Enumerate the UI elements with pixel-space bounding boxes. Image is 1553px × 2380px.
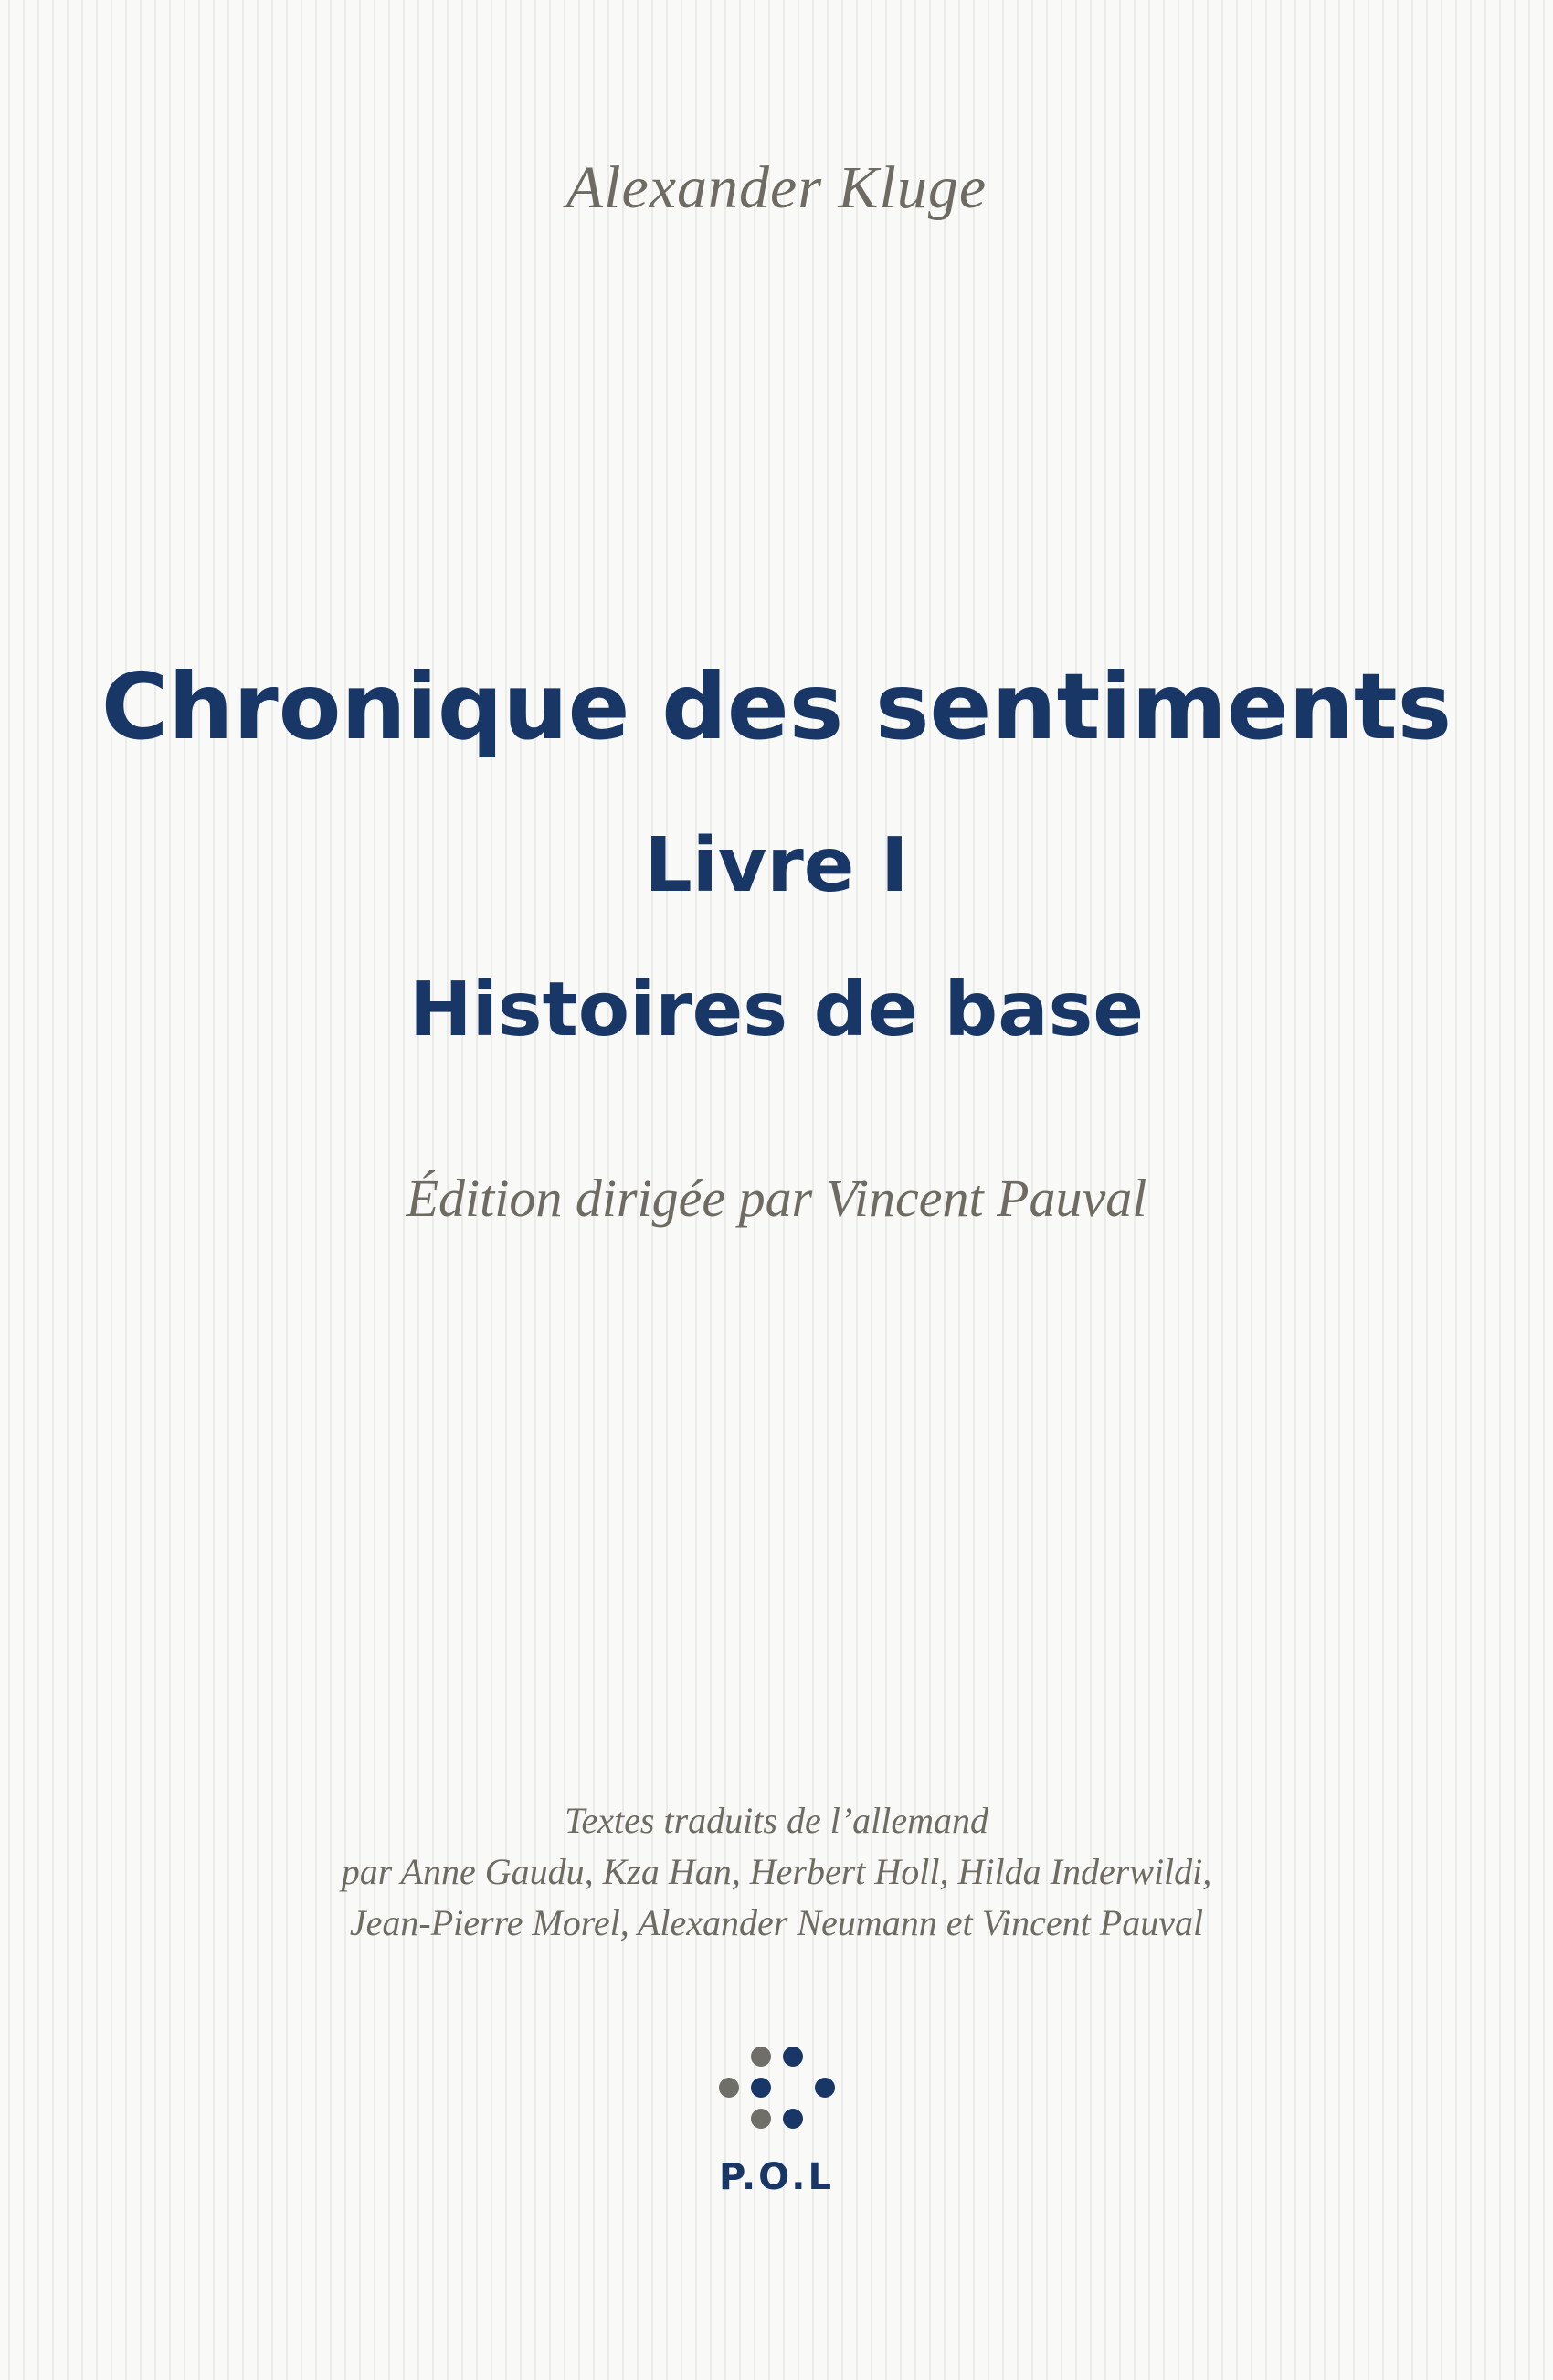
pol-dots-logo [703,2047,850,2138]
publisher-name: P.O.L [719,2156,834,2198]
book-subtitle: Histoires de base [409,967,1144,1053]
logo-dot [751,2109,771,2129]
logo-dot [751,2047,771,2067]
logo-dot [783,2109,803,2129]
translators-credit [0,1795,1553,1949]
book-title: Chronique des sentiments [100,653,1453,760]
editor-line: Édition dirigée par Vincent Pauval [406,1169,1147,1228]
book-volume: Livre I [644,822,909,909]
logo-dot [783,2047,803,2067]
translators-line: Textes traduits de l’allemand [564,1800,989,1841]
logo-dot [815,2078,835,2098]
logo-dot [751,2078,771,2098]
logo-dot [719,2078,739,2098]
translators-line: par Anne Gaudu, Kza Han, Herbert Holl, Hilda Inderwildi, [341,1851,1212,1892]
translators-line: Jean-Pierre Morel, Alexander Neumann et Vincent Pauval [349,1902,1204,1943]
author-name: Alexander Kluge [565,154,988,221]
